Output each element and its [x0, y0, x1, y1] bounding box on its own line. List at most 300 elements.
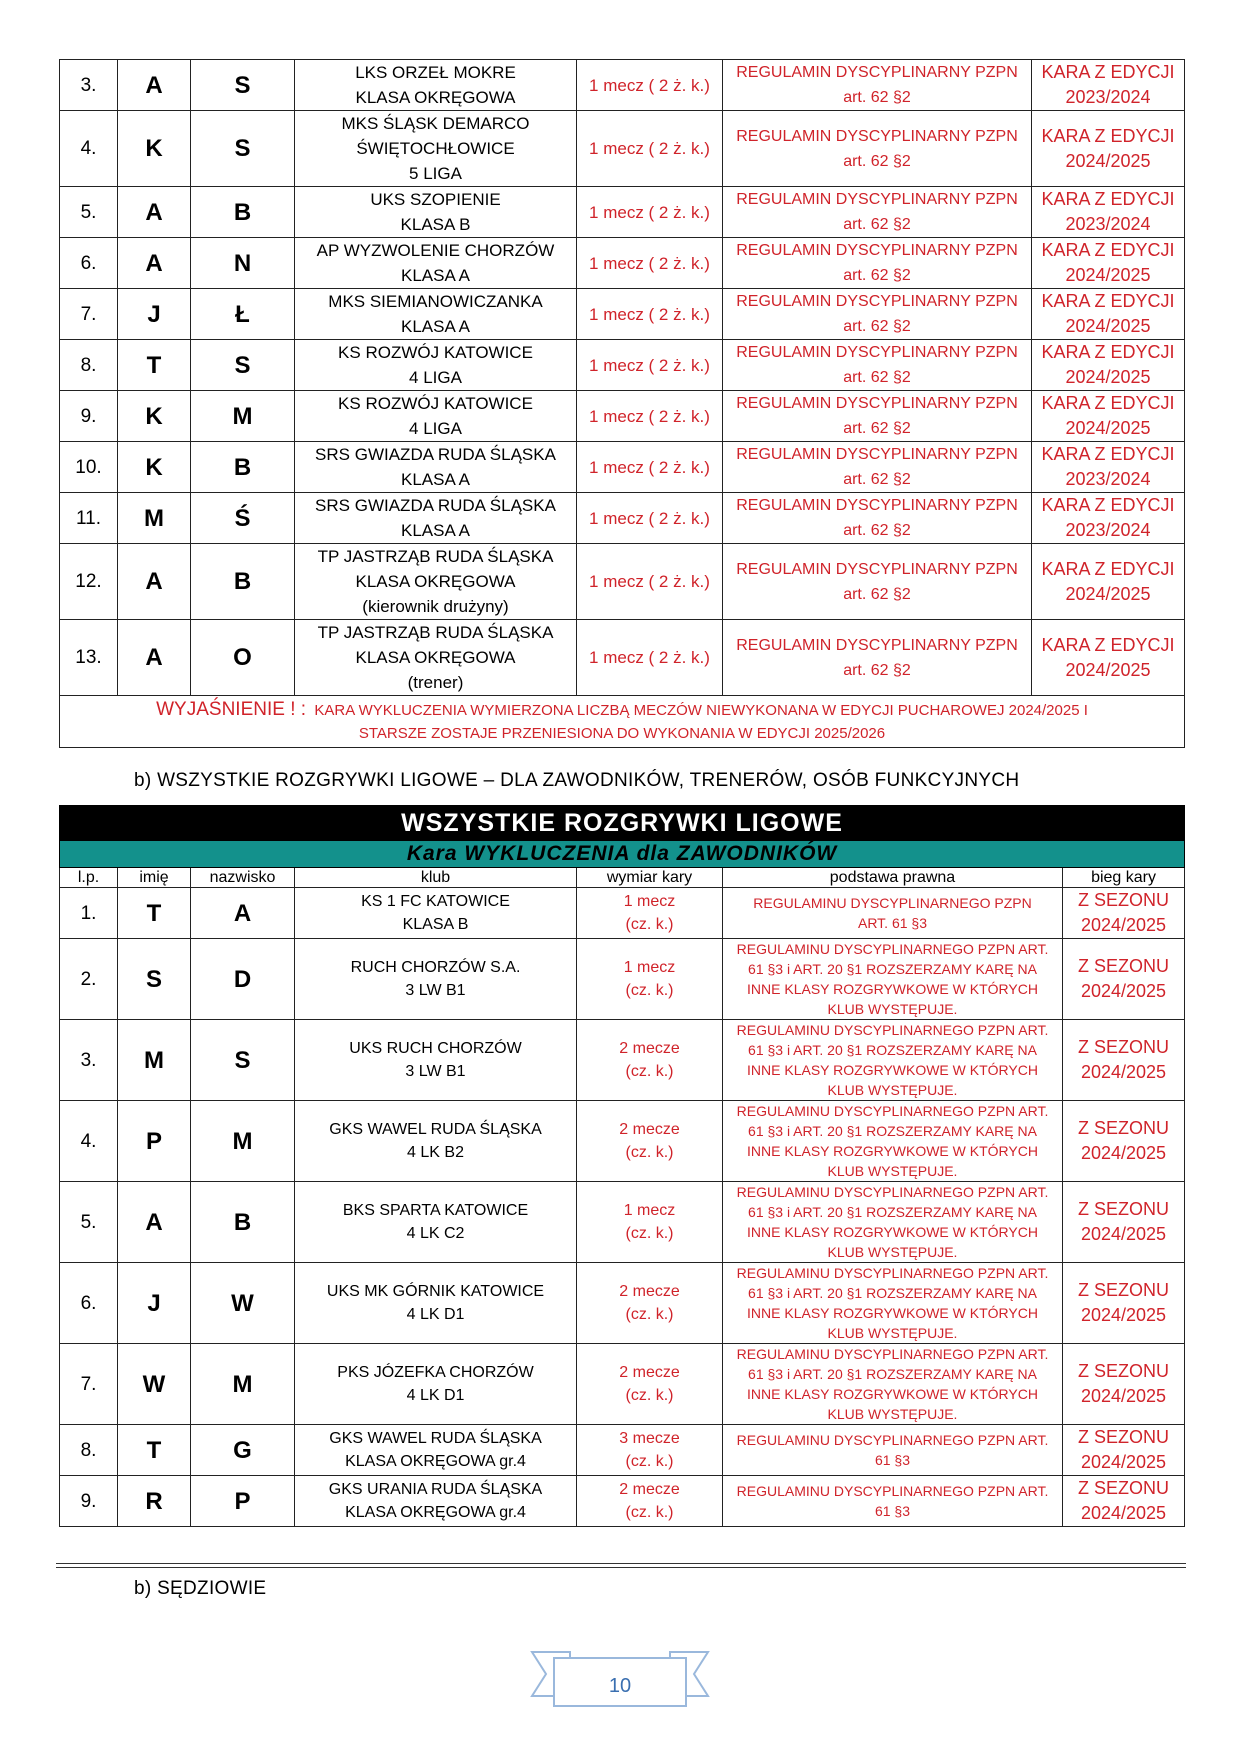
regulation-line: REGULAMINU DYSCYPLINARNEGO PZPN ART. — [736, 1432, 1049, 1448]
regulation-line: INNE KLASY ROZGRYWKOWE W KTÓRYCH — [747, 1143, 1038, 1159]
regulation-cell — [723, 340, 1032, 391]
section-heading-referees: b) SĘDZIOWIE — [134, 1578, 267, 1599]
edition-year: 2024/2025 — [1065, 418, 1151, 438]
col-lp: l.p. — [60, 868, 118, 888]
penalty-note: (cz. k.) — [625, 1453, 674, 1470]
penalty-cell — [577, 1263, 723, 1344]
club-league: 4 LK D1 — [406, 1306, 465, 1323]
edition-cell — [1032, 391, 1185, 442]
season-year: 2024/2025 — [1080, 1386, 1167, 1406]
edition-label: KARA Z EDYCJI — [1041, 125, 1175, 146]
regulation-name: REGULAMIN DYSCYPLINARNY PZPN — [736, 560, 1018, 578]
season-label: Z SEZONU — [1078, 1478, 1170, 1498]
edition-label: KARA Z EDYCJI — [1041, 495, 1175, 515]
club-league: 4 LK D1 — [406, 1387, 465, 1404]
last-initial: S — [191, 1020, 295, 1101]
regulation-name: REGULAMIN DYSCYPLINARNY PZPN — [736, 446, 1018, 463]
table-row — [60, 1263, 1185, 1344]
col-bieg: bieg kary — [1063, 868, 1185, 888]
edition-year: 2023/2024 — [1065, 520, 1151, 540]
regulation-article: art. 62 §2 — [843, 471, 911, 488]
section-heading-league: b) WSZYSTKIE ROZGRYWKI LIGOWE – DLA ZAWODNIKÓW, TRENERÓW, OSÓB FUNKCYJNYCH — [134, 770, 1020, 791]
first-initial: A — [118, 238, 191, 289]
season-year: 2024/2025 — [1080, 1143, 1167, 1163]
penalty-amount: 1 mecz — [623, 1202, 676, 1219]
row-number: 2. — [60, 939, 118, 1020]
regulation-line: INNE KLASY ROZGRYWKOWE W KTÓRYCH — [747, 1305, 1038, 1321]
season-label: Z SEZONU — [1078, 1427, 1170, 1447]
club-name: UKS MK GÓRNIK KATOWICE — [326, 1283, 545, 1300]
table-row — [60, 391, 1185, 442]
penalty-note: (cz. k.) — [625, 1387, 674, 1404]
club-cell — [295, 544, 577, 620]
edition-label: KARA Z EDYCJI — [1041, 62, 1175, 82]
regulation-line: 61 §3 i ART. 20 §1 ROZSZERZAMY KARĘ NA — [748, 1285, 1037, 1301]
regulation-line: 61 §3 i ART. 20 §1 ROZSZERZAMY KARĘ NA — [748, 1366, 1037, 1382]
club-cell — [295, 1020, 577, 1101]
season-cell — [1063, 1425, 1185, 1476]
club-name: UKS SZOPIENIE — [370, 190, 501, 209]
regulation-name: REGULAMIN DYSCYPLINARNY PZPN — [736, 64, 1018, 81]
last-initial: M — [191, 1344, 295, 1425]
penalty-cell — [577, 1020, 723, 1101]
first-initial: A — [118, 1182, 191, 1263]
col-klub: klub — [295, 868, 577, 888]
penalty-table-league — [59, 805, 1185, 1527]
club-league: 4 LK B2 — [407, 1144, 464, 1161]
season-cell — [1063, 1476, 1185, 1527]
regulation-cell — [723, 187, 1032, 238]
regulation-article: art. 62 §2 — [843, 369, 911, 386]
table-row — [60, 187, 1185, 238]
club-cell — [295, 493, 577, 544]
table-row — [60, 939, 1185, 1020]
club-league: 3 LW B1 — [405, 982, 466, 999]
row-number: 6. — [60, 238, 118, 289]
edition-year: 2023/2024 — [1065, 87, 1151, 107]
penalty-amount: 2 mecze — [619, 1364, 680, 1381]
season-label: Z SEZONU — [1078, 956, 1170, 976]
edition-year: 2024/2025 — [1065, 265, 1151, 285]
penalty-note: (cz. k.) — [625, 1063, 674, 1080]
edition-cell — [1032, 60, 1185, 111]
table-row — [60, 340, 1185, 391]
table-row — [60, 60, 1185, 111]
regulation-cell — [723, 1263, 1063, 1344]
regulation-name: REGULAMIN DYSCYPLINARNY PZPN — [736, 395, 1018, 412]
penalty-cell: 1 mecz ( 2 ż. k.) — [577, 340, 723, 391]
first-initial: R — [118, 1476, 191, 1527]
league-table-title: WSZYSTKIE ROZGRYWKI LIGOWE — [60, 806, 1185, 841]
penalty-amount: 2 mecze — [619, 1283, 680, 1300]
penalty-cell — [577, 1182, 723, 1263]
club-cell — [295, 111, 577, 187]
season-cell — [1063, 1344, 1185, 1425]
regulation-line: INNE KLASY ROZGRYWKOWE W KTÓRYCH — [747, 981, 1038, 997]
regulation-line: KLUB WYSTĘPUJE. — [827, 1325, 958, 1341]
row-number: 8. — [60, 340, 118, 391]
penalty-amount: 2 mecze — [619, 1040, 680, 1057]
table-row — [60, 238, 1185, 289]
last-initial: M — [191, 1101, 295, 1182]
club-league: 3 LW B1 — [405, 1063, 466, 1080]
col-podstawa: podstawa prawna — [723, 868, 1063, 888]
season-label: Z SEZONU — [1078, 1118, 1170, 1138]
table-row — [60, 1020, 1185, 1101]
penalty-cell — [577, 939, 723, 1020]
penalty-cell — [577, 1425, 723, 1476]
club-league: KLASA OKRĘGOWA gr.4 — [345, 1453, 526, 1470]
edition-year: 2023/2024 — [1065, 469, 1151, 489]
row-number: 13. — [60, 620, 118, 696]
last-initial: Ś — [191, 493, 295, 544]
club-league: KLASA OKRĘGOWA — [355, 572, 516, 591]
penalty-table-cup — [59, 59, 1185, 748]
penalty-cell: 1 mecz ( 2 ż. k.) — [577, 544, 723, 620]
regulation-cell — [723, 289, 1032, 340]
regulation-cell — [723, 1182, 1063, 1263]
club-cell — [295, 340, 577, 391]
first-initial: T — [118, 340, 191, 391]
edition-cell — [1032, 544, 1185, 620]
penalty-amount: 2 mecze — [619, 1121, 680, 1138]
club-cell — [295, 187, 577, 238]
regulation-name: REGULAMIN DYSCYPLINARNY PZPN — [736, 293, 1018, 310]
last-initial: D — [191, 939, 295, 1020]
season-cell — [1063, 1101, 1185, 1182]
regulation-line: 61 §3 i ART. 20 §1 ROZSZERZAMY KARĘ NA — [748, 1123, 1037, 1139]
last-initial: S — [191, 60, 295, 111]
regulation-cell — [723, 60, 1032, 111]
first-initial: J — [118, 1263, 191, 1344]
season-cell — [1063, 888, 1185, 939]
row-number: 9. — [60, 391, 118, 442]
row-number: 3. — [60, 1020, 118, 1101]
regulation-line: REGULAMINU DYSCYPLINARNEGO PZPN ART. — [736, 1022, 1049, 1038]
regulation-cell — [723, 238, 1032, 289]
last-initial: B — [191, 442, 295, 493]
row-number: 5. — [60, 187, 118, 238]
club-name: GKS WAWEL RUDA ŚLĄSKA — [329, 1430, 542, 1447]
club-name: SRS GWIAZDA RUDA ŚLĄSKA — [315, 445, 556, 464]
regulation-line: 61 §3 — [874, 1503, 911, 1519]
first-initial: K — [118, 391, 191, 442]
edition-label: KARA Z EDYCJI — [1041, 634, 1175, 655]
explanation-line-1: KARA WYKLUCZENIA WYMIERZONA LICZBĄ MECZÓW NIEWYKONANA W EDYCJI PUCHAROWEJ 2024/2025 I — [314, 702, 1088, 719]
table-row — [60, 888, 1185, 939]
regulation-line: KLUB WYSTĘPUJE. — [827, 1406, 958, 1422]
regulation-article: art. 62 §2 — [843, 89, 911, 106]
club-cell — [295, 888, 577, 939]
edition-cell — [1032, 111, 1185, 187]
first-initial: A — [118, 620, 191, 696]
regulation-line: REGULAMINU DYSCYPLINARNEGO PZPN ART. — [736, 1103, 1049, 1119]
regulation-cell — [723, 620, 1032, 696]
season-cell — [1063, 1263, 1185, 1344]
season-year: 2024/2025 — [1080, 1224, 1167, 1244]
penalty-cell — [577, 1101, 723, 1182]
regulation-line: REGULAMINU DYSCYPLINARNEGO PZPN ART. — [736, 941, 1049, 957]
season-year: 2024/2025 — [1080, 1452, 1167, 1472]
regulation-line: REGULAMINU DYSCYPLINARNEGO PZPN — [753, 895, 1032, 911]
season-label: Z SEZONU — [1078, 1361, 1170, 1381]
season-label: Z SEZONU — [1078, 1037, 1170, 1057]
club-cell — [295, 391, 577, 442]
last-initial: B — [191, 187, 295, 238]
club-league: KLASA OKRĘGOWA — [355, 648, 516, 667]
penalty-cell: 1 mecz ( 2 ż. k.) — [577, 289, 723, 340]
row-number: 7. — [60, 289, 118, 340]
club-league: KLASA OKRĘGOWA gr.4 — [345, 1504, 526, 1521]
regulation-line: KLUB WYSTĘPUJE. — [827, 1001, 958, 1017]
club-cell — [295, 1476, 577, 1527]
row-number: 5. — [60, 1182, 118, 1263]
season-year: 2024/2025 — [1080, 1062, 1167, 1082]
row-number: 10. — [60, 442, 118, 493]
table-row — [60, 111, 1185, 187]
col-imie: imię — [118, 868, 191, 888]
penalty-cell: 1 mecz ( 2 ż. k.) — [577, 442, 723, 493]
season-year: 2024/2025 — [1080, 981, 1167, 1001]
explanation-label: WYJAŚNIENIE ! : — [156, 699, 307, 720]
col-nazwisko: nazwisko — [191, 868, 295, 888]
penalty-amount: 1 mecz — [623, 893, 676, 910]
club-role: (kierownik drużyny) — [362, 597, 509, 616]
edition-year: 2024/2025 — [1065, 367, 1151, 387]
col-wymiar: wymiar kary — [577, 868, 723, 888]
club-cell — [295, 939, 577, 1020]
regulation-line: INNE KLASY ROZGRYWKOWE W KTÓRYCH — [747, 1224, 1038, 1240]
edition-label: KARA Z EDYCJI — [1041, 291, 1175, 311]
row-number: 4. — [60, 111, 118, 187]
league-table-subtitle: Kara WYKLUCZENIA dla ZAWODNIKÓW — [60, 841, 1185, 868]
edition-year: 2023/2024 — [1065, 214, 1151, 234]
club-name: MKS SIEMIANOWICZANKA — [328, 292, 543, 311]
regulation-name: REGULAMIN DYSCYPLINARNY PZPN — [736, 636, 1018, 654]
regulation-cell — [723, 1425, 1063, 1476]
regulation-cell — [723, 1344, 1063, 1425]
regulation-cell — [723, 442, 1032, 493]
regulation-name: REGULAMIN DYSCYPLINARNY PZPN — [736, 497, 1018, 514]
regulation-name: REGULAMIN DYSCYPLINARNY PZPN — [736, 242, 1018, 259]
regulation-name: REGULAMIN DYSCYPLINARNY PZPN — [736, 127, 1018, 145]
club-name: SRS GWIAZDA RUDA ŚLĄSKA — [315, 496, 556, 515]
penalty-cell: 1 mecz ( 2 ż. k.) — [577, 60, 723, 111]
table-row — [60, 620, 1185, 696]
edition-label: KARA Z EDYCJI — [1041, 240, 1175, 260]
first-initial: T — [118, 1425, 191, 1476]
row-number: 3. — [60, 60, 118, 111]
regulation-article: art. 62 §2 — [843, 152, 911, 170]
regulation-cell — [723, 1101, 1063, 1182]
penalty-cell: 1 mecz ( 2 ż. k.) — [577, 620, 723, 696]
penalty-cell: 1 mecz ( 2 ż. k.) — [577, 493, 723, 544]
club-league: 4 LIGA — [409, 419, 462, 438]
edition-cell — [1032, 340, 1185, 391]
season-cell — [1063, 1182, 1185, 1263]
club-name: TP JASTRZĄB RUDA ŚLĄSKA — [317, 547, 554, 566]
row-number: 8. — [60, 1425, 118, 1476]
club-cell — [295, 1263, 577, 1344]
regulation-line: REGULAMINU DYSCYPLINARNEGO PZPN ART. — [736, 1346, 1049, 1362]
regulation-cell — [723, 888, 1063, 939]
regulation-name: REGULAMIN DYSCYPLINARNY PZPN — [736, 344, 1018, 361]
edition-cell — [1032, 620, 1185, 696]
first-initial: K — [118, 442, 191, 493]
last-initial: B — [191, 1182, 295, 1263]
edition-label: KARA Z EDYCJI — [1041, 558, 1175, 579]
club-cell — [295, 289, 577, 340]
explanation-line-2: STARSZE ZOSTAJE PRZENIESIONA DO WYKONANIA W EDYCJI 2025/2026 — [358, 725, 886, 742]
regulation-line: 61 §3 i ART. 20 §1 ROZSZERZAMY KARĘ NA — [748, 961, 1037, 977]
season-year: 2024/2025 — [1080, 1503, 1167, 1523]
edition-label: KARA Z EDYCJI — [1041, 189, 1175, 209]
row-number: 4. — [60, 1101, 118, 1182]
club-cell — [295, 1425, 577, 1476]
club-cell — [295, 1101, 577, 1182]
first-initial: M — [118, 1020, 191, 1101]
regulation-line: REGULAMINU DYSCYPLINARNEGO PZPN ART. — [736, 1184, 1049, 1200]
last-initial: M — [191, 391, 295, 442]
season-year: 2024/2025 — [1080, 915, 1167, 935]
club-league: 4 LK C2 — [406, 1225, 465, 1242]
season-cell — [1063, 939, 1185, 1020]
row-number: 11. — [60, 493, 118, 544]
edition-year: 2024/2025 — [1065, 316, 1151, 336]
club-name: RUCH CHORZÓW S.A. — [350, 959, 521, 976]
regulation-line: REGULAMINU DYSCYPLINARNEGO PZPN ART. — [736, 1265, 1049, 1281]
regulation-line: 61 §3 i ART. 20 §1 ROZSZERZAMY KARĘ NA — [748, 1042, 1037, 1058]
club-role: 5 LIGA — [409, 164, 462, 183]
club-name: BKS SPARTA KATOWICE — [342, 1202, 529, 1219]
table-row — [60, 1344, 1185, 1425]
club-name: LKS ORZEŁ MOKRE — [355, 63, 516, 82]
club-league: 4 LIGA — [409, 368, 462, 387]
table-row — [60, 289, 1185, 340]
last-initial: W — [191, 1263, 295, 1344]
row-number: 12. — [60, 544, 118, 620]
regulation-line: KLUB WYSTĘPUJE. — [827, 1244, 958, 1260]
season-label: Z SEZONU — [1078, 1199, 1170, 1219]
club-name: KS ROZWÓJ KATOWICE — [338, 343, 533, 362]
penalty-cell: 1 mecz ( 2 ż. k.) — [577, 391, 723, 442]
page-number-ribbon — [530, 1648, 710, 1708]
club-cell — [295, 60, 577, 111]
club-name: TP JASTRZĄB RUDA ŚLĄSKA — [317, 623, 554, 642]
penalty-amount: 1 mecz — [623, 959, 676, 976]
double-divider — [56, 1563, 1186, 1568]
regulation-cell — [723, 1020, 1063, 1101]
row-number: 7. — [60, 1344, 118, 1425]
club-cell — [295, 442, 577, 493]
club-name: KS 1 FC KATOWICE — [361, 893, 510, 910]
edition-cell — [1032, 238, 1185, 289]
regulation-cell — [723, 111, 1032, 187]
penalty-cell: 1 mecz ( 2 ż. k.) — [577, 187, 723, 238]
last-initial: B — [191, 544, 295, 620]
club-name: PKS JÓZEFKA CHORZÓW — [337, 1364, 534, 1381]
regulation-name: REGULAMIN DYSCYPLINARNY PZPN — [736, 191, 1018, 208]
penalty-note: (cz. k.) — [625, 1306, 674, 1323]
edition-label: KARA Z EDYCJI — [1041, 342, 1175, 362]
first-initial: J — [118, 289, 191, 340]
club-league: KLASA A — [401, 266, 470, 285]
club-league: ŚWIĘTOCHŁOWICE — [356, 139, 515, 158]
club-cell — [295, 620, 577, 696]
regulation-line: INNE KLASY ROZGRYWKOWE W KTÓRYCH — [747, 1386, 1038, 1402]
club-role: (trener) — [407, 673, 464, 692]
regulation-article: art. 62 §2 — [843, 585, 911, 603]
regulation-article: art. 62 §2 — [843, 216, 911, 233]
row-number: 6. — [60, 1263, 118, 1344]
club-cell — [295, 1182, 577, 1263]
regulation-article: art. 62 §2 — [843, 267, 911, 284]
penalty-note: (cz. k.) — [625, 916, 674, 933]
edition-year: 2024/2025 — [1065, 659, 1151, 680]
regulation-article: art. 62 §2 — [843, 318, 911, 335]
penalty-amount: 2 mecze — [619, 1481, 680, 1498]
regulation-line: REGULAMINU DYSCYPLINARNEGO PZPN ART. — [736, 1483, 1049, 1499]
edition-cell — [1032, 289, 1185, 340]
season-cell — [1063, 1020, 1185, 1101]
penalty-note: (cz. k.) — [625, 1144, 674, 1161]
club-name: MKS ŚLĄSK DEMARCO — [341, 114, 530, 133]
club-cell — [295, 238, 577, 289]
regulation-line: INNE KLASY ROZGRYWKOWE W KTÓRYCH — [747, 1062, 1038, 1078]
column-header-row — [60, 868, 1185, 888]
last-initial: S — [191, 340, 295, 391]
club-name: AP WYZWOLENIE CHORZÓW — [316, 241, 555, 260]
penalty-cell: 1 mecz ( 2 ż. k.) — [577, 111, 723, 187]
first-initial: M — [118, 493, 191, 544]
edition-label: KARA Z EDYCJI — [1041, 393, 1175, 413]
first-initial: K — [118, 111, 191, 187]
season-label: Z SEZONU — [1078, 1280, 1170, 1300]
club-league: KLASA B — [402, 916, 469, 933]
first-initial: S — [118, 939, 191, 1020]
regulation-article: art. 62 §2 — [843, 420, 911, 437]
first-initial: W — [118, 1344, 191, 1425]
first-initial: A — [118, 60, 191, 111]
club-name: GKS WAWEL RUDA ŚLĄSKA — [329, 1121, 542, 1138]
last-initial: A — [191, 888, 295, 939]
first-initial: P — [118, 1101, 191, 1182]
club-name: KS ROZWÓJ KATOWICE — [338, 394, 533, 413]
regulation-line: ART. 61 §3 — [857, 915, 927, 931]
regulation-line: 61 §3 i ART. 20 §1 ROZSZERZAMY KARĘ NA — [748, 1204, 1037, 1220]
last-initial: P — [191, 1476, 295, 1527]
penalty-amount: 3 mecze — [619, 1430, 680, 1447]
regulation-cell — [723, 493, 1032, 544]
edition-cell — [1032, 442, 1185, 493]
explanation-row — [60, 696, 1185, 748]
regulation-article: art. 62 §2 — [843, 522, 911, 539]
edition-year: 2024/2025 — [1065, 150, 1151, 171]
club-league: KLASA A — [401, 317, 470, 336]
penalty-note: (cz. k.) — [625, 982, 674, 999]
regulation-cell — [723, 544, 1032, 620]
club-league: KLASA B — [400, 215, 471, 234]
last-initial: N — [191, 238, 295, 289]
club-league: KLASA A — [401, 521, 470, 540]
row-number: 9. — [60, 1476, 118, 1527]
penalty-cell — [577, 888, 723, 939]
club-cell — [295, 1344, 577, 1425]
last-initial: G — [191, 1425, 295, 1476]
penalty-cell — [577, 1476, 723, 1527]
season-year: 2024/2025 — [1080, 1305, 1167, 1325]
table-row — [60, 544, 1185, 620]
